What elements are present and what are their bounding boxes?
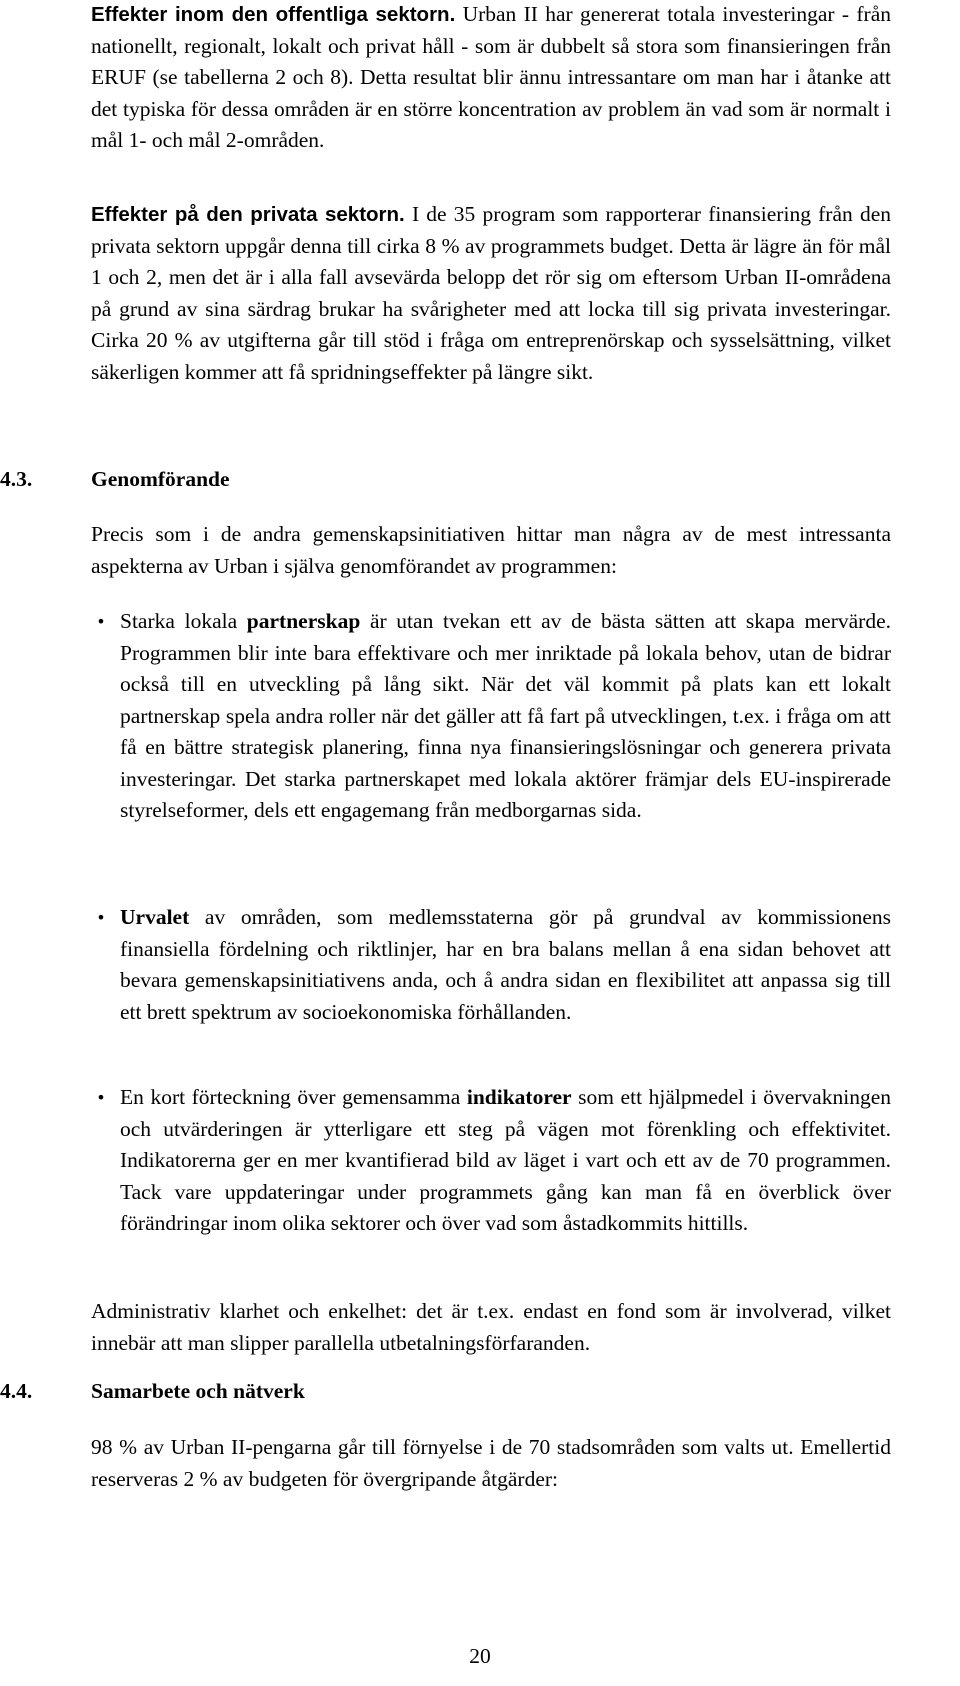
list-item-text: Urvalet av områden, som medlemsstaterna gör på grundval av kommissionens finansiella fördelning och riktlinjer, har en bra balans mellan å ena sidan behovet att bevara gemenskapsinitiativens anda, och å andra sidan en flexibilitet att anpassa sig till ett brett spektrum av socioekonomiska förhållanden. <box>120 905 891 1024</box>
list-item <box>91 1082 891 1240</box>
keyword: partnerskap <box>246 609 361 633</box>
paragraph-public-sector-effects <box>91 0 891 157</box>
list-item <box>91 606 891 827</box>
section-title: Samarbete och nätverk <box>91 1379 305 1403</box>
paragraph-private-sector-effects <box>91 199 891 388</box>
paragraph-lead: Effekter på den privata sektorn. <box>91 203 405 226</box>
section-title: Genomförande <box>91 467 230 491</box>
paragraph-administrative-clarity: Administrativ klarhet och enkelhet: det är t.ex. endast en fond som är involverad, vilket innebär att man slipper parallella utbetalningsförfaranden. <box>91 1299 891 1355</box>
section-number: 4.3. <box>0 467 33 491</box>
bullet-icon: • <box>96 1088 106 1107</box>
paragraph-implementation-intro: Precis som i de andra gemenskapsinitiativen hittar man några av de mest intressanta aspekterna av Urban i själva genomförandet av programmen: <box>91 522 891 578</box>
bullet-icon: • <box>96 908 106 927</box>
paragraph-text: Urban II har genererat totala investeringar - från nationellt, regionalt, lokalt och privat håll - som är dubbelt så stora som finansieringen från ERUF (se tabellerna 2 och 8). Detta resultat blir ännu intressantare om man har i åtanke att det typiska för dessa områden är en större koncentration av problem än vad som är normalt i mål 1- och mål 2-områden. <box>91 2 891 152</box>
list-item-text: Starka lokala partnerskap är utan tvekan ett av de bästa sätten att skapa mervärde. Programmen blir inte bara effektivare och mer inriktade på lokala behov, utan de bidrar också till en utveckling på lång sikt. När det väl kommit på plats kan ett lokalt partnerskap spela andra roller när det gäller att få fart på utvecklingen, t.ex. i fråga om att få en bättre strategisk planering, finna nya finansieringslösningar och generera privata investeringar. Det starka partnerskapet med lokala aktörer främjar dels EU-inspirerade styrelseformer, dels ett engagemang från medborgarnas sida. <box>120 609 891 822</box>
section-number: 4.4. <box>0 1379 33 1403</box>
bullet-icon: • <box>96 612 106 631</box>
list-item <box>91 902 891 1028</box>
keyword: indikatorer <box>466 1085 572 1109</box>
page-number: 20 <box>469 1644 491 1668</box>
paragraph-text: I de 35 program som rapporterar finansiering från den privata sektorn uppgår denna till cirka 8 % av programmets budget. Detta är lägre än för mål 1 och 2, men det är i alla fall avsevärda belopp det rör sig om eftersom Urban II-områdena på grund av sina särdrag brukar ha svårigheter med att locka till sig privata investeringar. Cirka 20 % av utgifterna går till stöd i fråga om entreprenörskap och sysselsättning, vilket säkerligen kommer att få spridningseffekter på längre sikt. <box>91 202 891 384</box>
keyword: Urvalet <box>120 905 190 929</box>
paragraph-cooperation: 98 % av Urban II-pengarna går till förnyelse i de 70 stadsområden som valts ut. Emellertid reserveras 2 % av budgeten för övergripande åtgärder: <box>91 1435 891 1491</box>
paragraph-lead: Effekter inom den offentliga sektorn. <box>91 3 456 26</box>
list-item-text: En kort förteckning över gemensamma indikatorer som ett hjälpmedel i övervakningen och utvärderingen är ytterligare ett steg på vägen mot förenkling och effektivitet. Indikatorerna ger en mer kvantifierad bild av läget i vart och ett av de 70 programmen. Tack vare uppdateringar under programmets gång kan man få en överblick över förändringar inom olika sektorer och över vad som åstadkommits hittills. <box>120 1085 891 1235</box>
